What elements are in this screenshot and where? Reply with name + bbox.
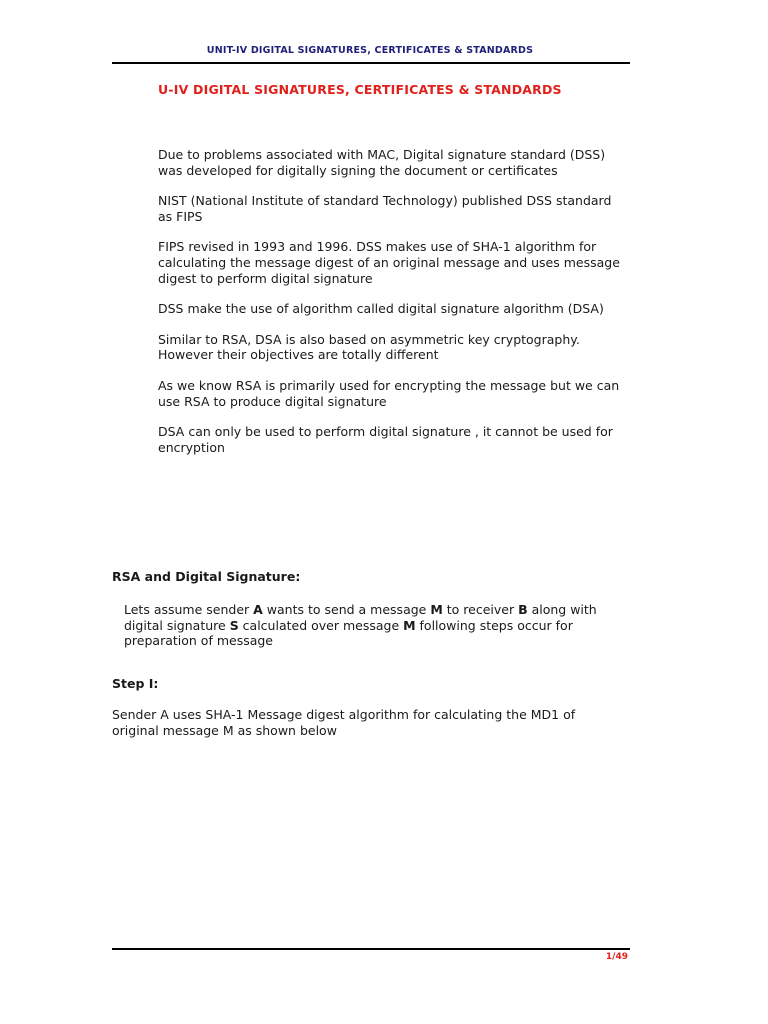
list-item: FIPS revised in 1993 and 1996. DSS makes use of SHA-1 algorithm for calculating the message digest of an original message and uses message digest to perform digital signature: [158, 239, 620, 286]
intro-bold: A: [253, 602, 263, 617]
page-title: U-IV DIGITAL SIGNATURES, CERTIFICATES & STANDARDS: [158, 82, 562, 97]
intro-text: along with digital signature: [124, 602, 597, 633]
section-heading: RSA and Digital Signature:: [112, 569, 301, 584]
intro-bold: M: [430, 602, 443, 617]
page-number: 1/49: [605, 952, 628, 962]
list-item: Similar to RSA, DSA is also based on asymmetric key cryptography. However their objectives are totally different: [158, 331, 580, 363]
footer-rule: [112, 948, 630, 950]
list-item: Due to problems associated with MAC, Digital signature standard (DSS) was developed for digitally signing the document or certificates: [158, 147, 606, 178]
header-rule: [112, 62, 630, 64]
intro-text: following steps occur for preparation of message: [124, 617, 573, 649]
step-text: Sender A uses SHA-1 Message digest algorithm for calculating the MD1 of original message M as shown below: [112, 707, 576, 738]
list-item: DSS make the use of algorithm called digital signature algorithm (DSA): [158, 301, 604, 317]
rsa-intro-paragraph: [124, 602, 604, 649]
list-item: DSA can only be used to perform digital signature , it cannot be used for encryption: [158, 424, 613, 455]
intro-bold: M: [403, 617, 416, 633]
intro-text: to receiver: [442, 602, 519, 617]
list-item: As we know RSA is primarily used for encrypting the message but we can use RSA to produce digital signature: [158, 377, 620, 409]
intro-bold: B: [518, 602, 528, 617]
intro-text: Lets assume sender: [124, 602, 254, 617]
intro-text: calculated over message: [238, 617, 404, 633]
list-item: NIST (National Institute of standard Technology) published DSS standard as FIPS: [158, 193, 612, 224]
intro-text: wants to send a message: [262, 602, 431, 617]
step-heading: Step I:: [112, 676, 159, 691]
running-header: UNIT-IV DIGITAL SIGNATURES, CERTIFICATES & STANDARDS: [206, 45, 534, 56]
intro-bold: S: [229, 617, 239, 633]
points-list: [158, 147, 628, 455]
